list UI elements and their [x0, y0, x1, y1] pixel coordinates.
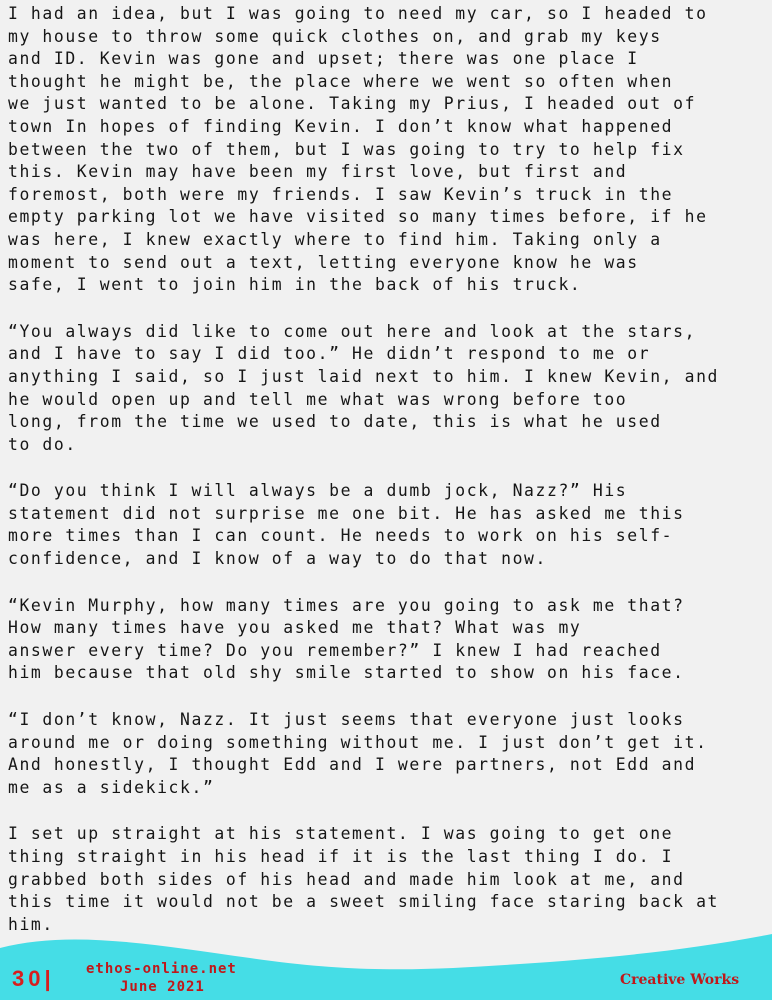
text-line: I set up straight at his statement. I was going to get one	[8, 824, 674, 844]
text-line: between the two of them, but I was going to try to help fix	[8, 139, 685, 159]
text-line: foremost, both were my friends. I saw Kevin’s truck in the	[8, 184, 674, 204]
text-line: this. Kevin may have been my first love, but first and	[8, 162, 628, 182]
text-line: town In hopes of finding Kevin. I don’t know what happened	[8, 116, 674, 136]
text-line: empty parking lot we have visited so many times before, if he	[8, 207, 708, 227]
paragraph-4	[8, 595, 766, 685]
text-line: me as a sidekick.”	[8, 777, 215, 797]
text-line: anything I said, so I just laid next to him. I knew Kevin, and	[8, 366, 720, 386]
text-line: “Kevin Murphy, how many times are you going to ask me that?	[8, 595, 685, 615]
text-line: How many times have you asked me that? What was my	[8, 618, 582, 638]
text-line: moment to send out a text, letting everyone know he was	[8, 252, 639, 272]
text-line: I had an idea, but I was going to need my car, so I headed to	[8, 4, 708, 23]
text-line: was here, I knew exactly where to find him. Taking only a	[8, 229, 662, 249]
text-line: him because that old shy smile started to show on his face.	[8, 663, 685, 683]
issue-date: June 2021	[120, 979, 205, 995]
text-line: to do.	[8, 434, 77, 454]
text-line: And honestly, I thought Edd and I were partners, not Edd and	[8, 755, 697, 775]
text-line: we just wanted to be alone. Taking my Prius, I headed out of	[8, 94, 697, 114]
paragraph-2	[8, 321, 766, 457]
text-line: “You always did like to come out here and look at the stars,	[8, 321, 697, 341]
text-line: around me or doing something without me. I just don’t get it.	[8, 732, 708, 752]
text-line: “Do you think I will always be a dumb jock, Nazz?” His	[8, 481, 628, 501]
text-line: my house to throw some quick clothes on, and grab my keys	[8, 26, 662, 46]
text-line: this time it would not be a sweet smiling face staring back at	[8, 892, 720, 912]
paragraph-1	[8, 3, 766, 297]
site-url[interactable]: ethos-online.net	[86, 961, 237, 977]
text-line: more times than I can count. He needs to work on his self-	[8, 526, 674, 546]
text-line: answer every time? Do you remember?” I knew I had reached	[8, 640, 662, 660]
page-number: 30|	[12, 966, 55, 991]
text-line: him.	[8, 914, 54, 934]
text-line: “I don’t know, Nazz. It just seems that everyone just looks	[8, 710, 685, 730]
paragraph-3	[8, 480, 766, 570]
text-line: he would open up and tell me what was wrong before too	[8, 389, 628, 409]
section-name: Creative Works	[620, 972, 740, 988]
text-line: long, from the time we used to date, this is what he used	[8, 412, 662, 432]
text-line: statement did not surprise me one bit. He has asked me this	[8, 503, 685, 523]
text-line: grabbed both sides of his head and made him look at me, and	[8, 869, 685, 889]
text-line: thought he might be, the place where we went so often when	[8, 71, 674, 91]
story-text	[8, 3, 766, 960]
text-line: confidence, and I know of a way to do that now.	[8, 549, 547, 569]
text-line: thing straight in his head if it is the last thing I do. I	[8, 847, 674, 866]
paragraph-6	[8, 823, 766, 936]
text-line: and ID. Kevin was gone and upset; there was one place I	[8, 49, 639, 69]
text-line: safe, I went to join him in the back of his truck.	[8, 275, 582, 295]
paragraph-5	[8, 709, 766, 799]
text-line: and I have to say I did too.” He didn’t respond to me or	[8, 344, 651, 364]
